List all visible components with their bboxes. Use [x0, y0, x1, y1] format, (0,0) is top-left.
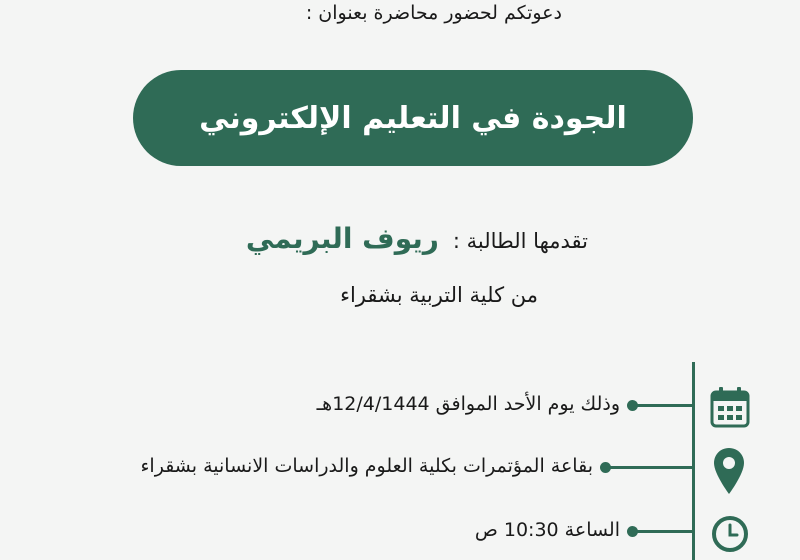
- lecture-title: الجودة في التعليم الإلكتروني: [199, 100, 627, 136]
- timeline-dot: [627, 526, 638, 537]
- presenter-line: [246, 222, 588, 255]
- clock-icon: [710, 514, 750, 554]
- timeline-connector: [636, 530, 692, 533]
- presenter-name: ريوف البريمي: [245, 222, 439, 255]
- timeline-connector: [636, 404, 692, 407]
- calendar-icon: [710, 386, 750, 428]
- timeline-line: [692, 362, 695, 560]
- event-time: الساعة 10:30 ص: [474, 519, 620, 541]
- presenter-label: تقدمها الطالبة :: [452, 229, 588, 253]
- invitation-line: دعوتكم لحضور محاضرة بعنوان :: [305, 2, 562, 24]
- location-pin-icon: [712, 446, 746, 496]
- timeline-dot: [627, 400, 638, 411]
- lecture-title-banner: [133, 70, 693, 166]
- event-date: وذلك يوم الأحد الموافق 12/4/1444هـ: [316, 393, 620, 415]
- timeline-connector: [609, 466, 692, 469]
- timeline-dot: [600, 462, 611, 473]
- event-location: بقاعة المؤتمرات بكلية العلوم والدراسات الانسانية بشقراء: [140, 455, 593, 477]
- college-line: من كلية التربية بشقراء: [340, 283, 538, 307]
